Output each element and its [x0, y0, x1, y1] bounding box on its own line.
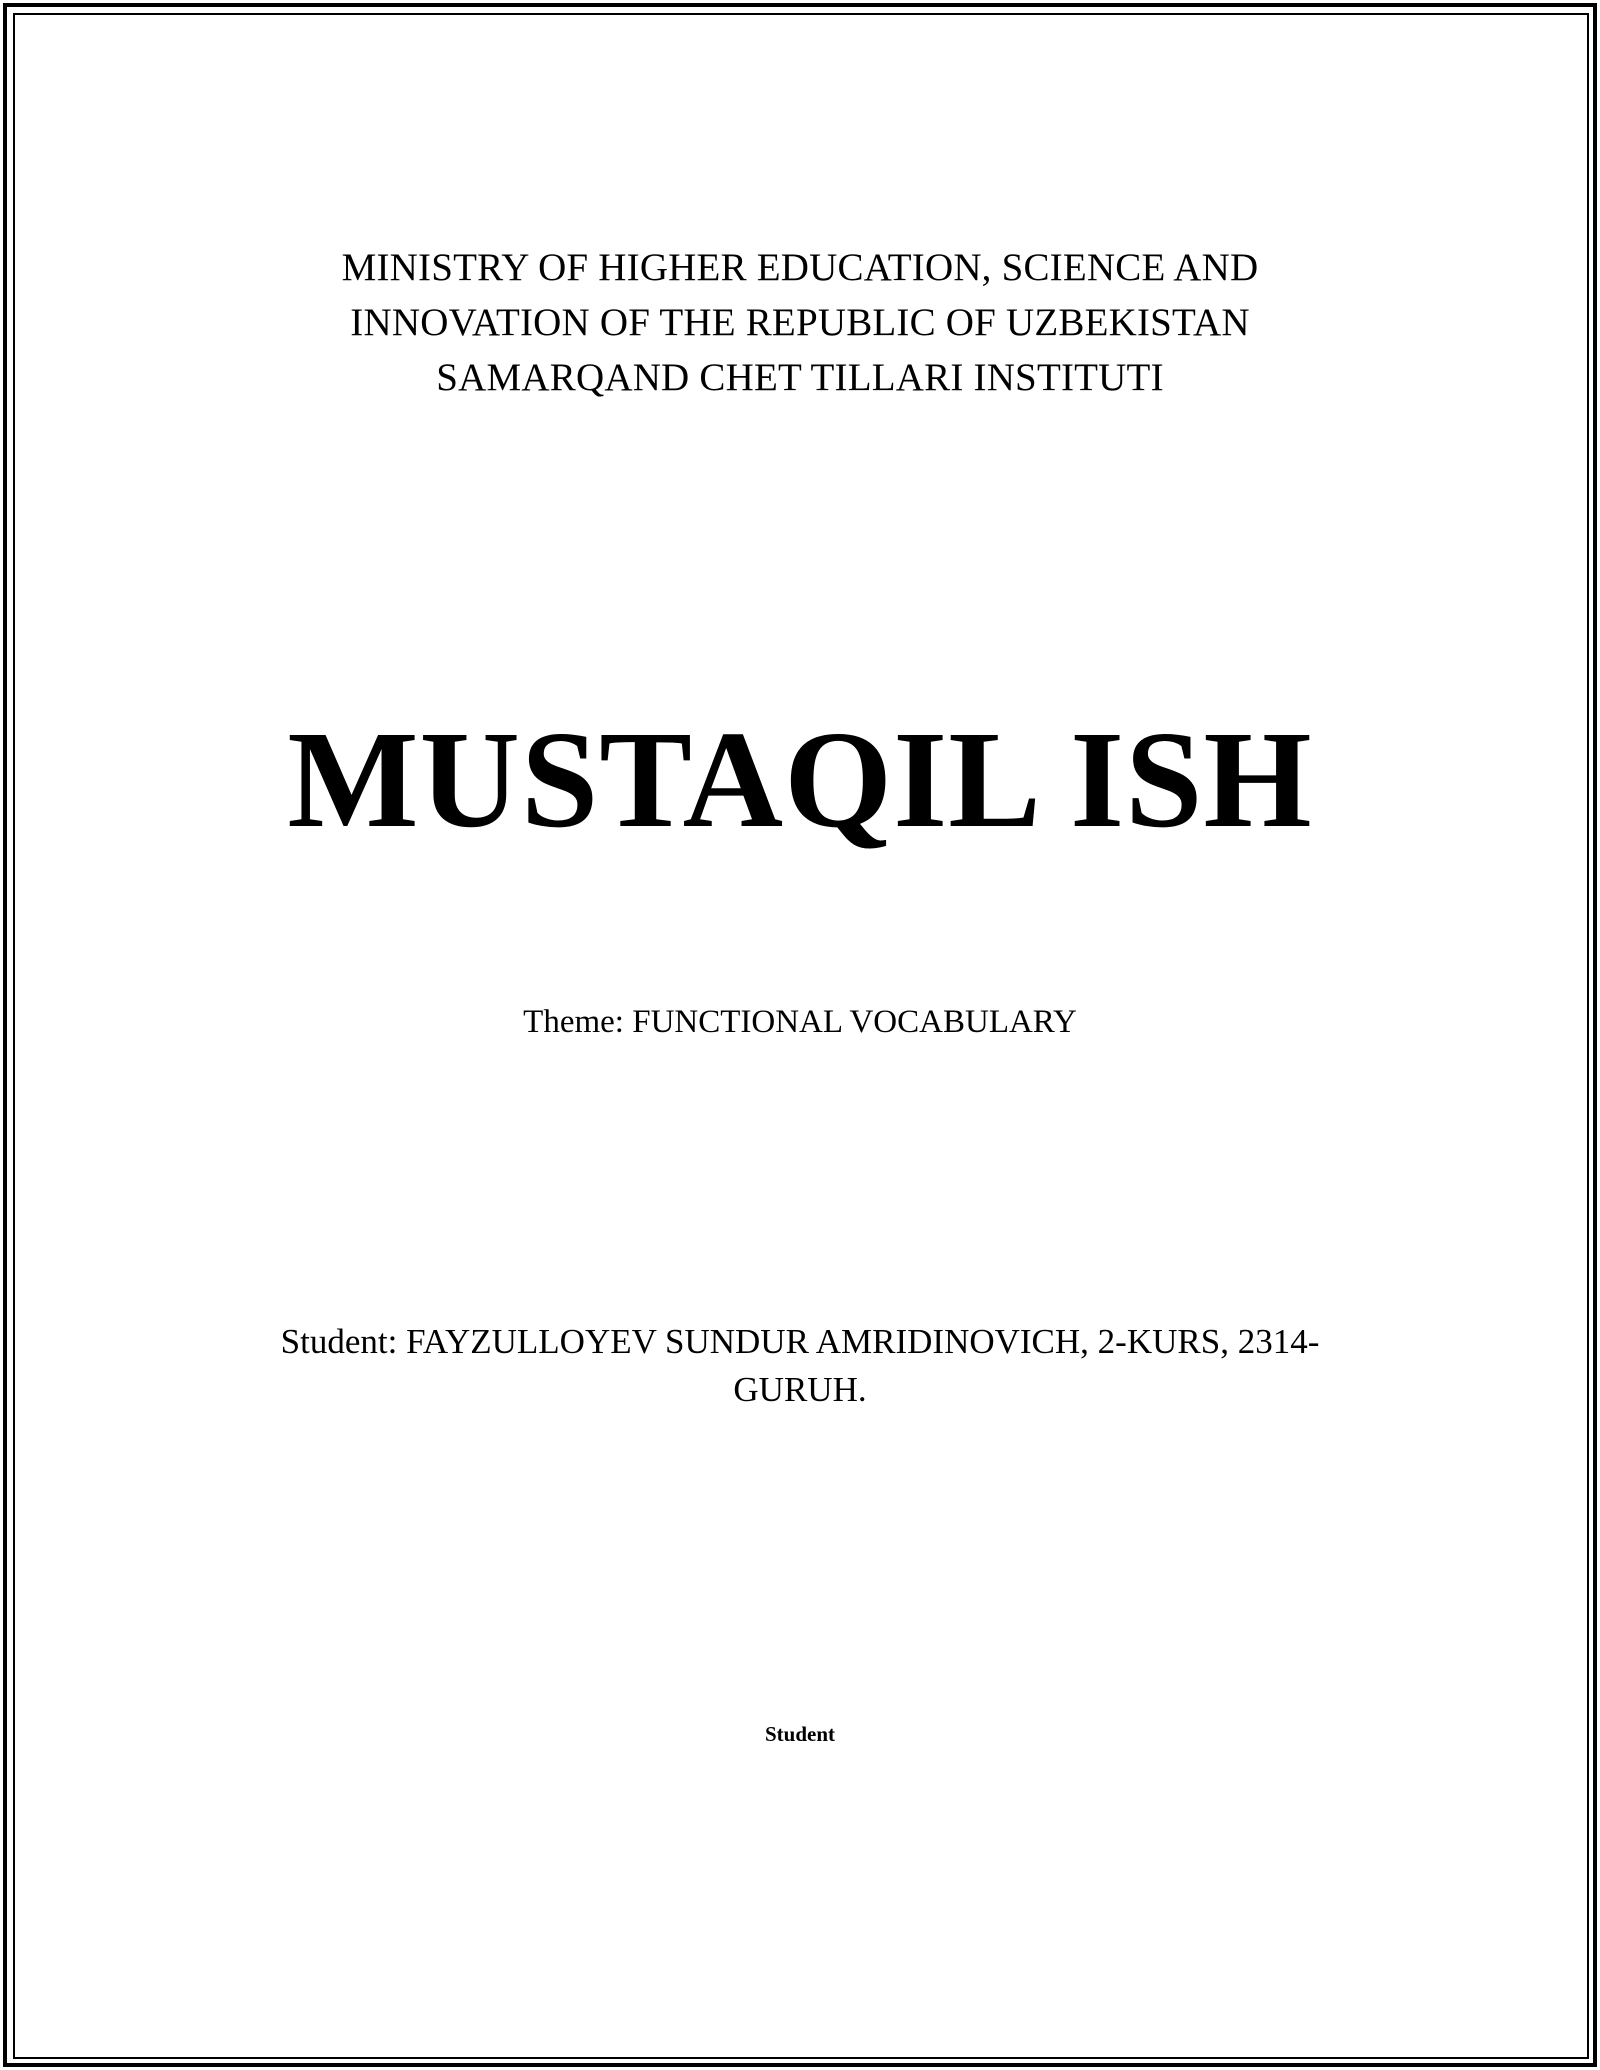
theme-line: Theme: FUNCTIONAL VOCABULARY [523, 1004, 1077, 1040]
institution-header [0, 240, 1600, 405]
student-line-1: Student: FAYZULLOYEV SUNDUR AMRIDINOVICH, 2-KURS, 2314- [280, 1322, 1320, 1361]
document-title: MUSTAQIL ISH [287, 703, 1313, 857]
footer-student-label: Student [764, 1722, 836, 1746]
student-line-2: GURUH. [733, 1370, 867, 1409]
ministry-line-1: MINISTRY OF HIGHER EDUCATION, SCIENCE AND [341, 246, 1259, 289]
student-info [240, 1318, 1360, 1414]
ministry-line-2: INNOVATION OF THE REPUBLIC OF UZBEKISTAN [350, 301, 1250, 344]
institute-name: SAMARQAND CHET TILLARI INSTITUTI [436, 356, 1164, 399]
